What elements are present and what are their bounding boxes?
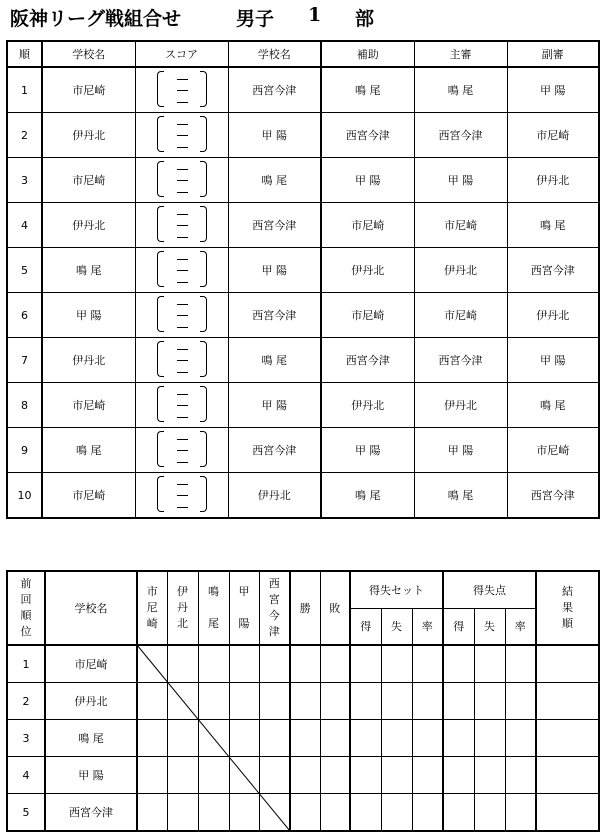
points-won-cell[interactable] bbox=[443, 757, 474, 794]
header-opponent-school: 学校名 bbox=[228, 41, 321, 67]
match-result-cell[interactable] bbox=[259, 757, 290, 794]
assist-school: 伊丹北 bbox=[321, 383, 414, 428]
previous-rank: 4 bbox=[7, 757, 45, 794]
match-result-cell[interactable] bbox=[137, 683, 167, 720]
title-division-number: 1 bbox=[308, 4, 322, 26]
header-point-group: 得失点 bbox=[443, 571, 536, 608]
school-name: 伊丹北 bbox=[42, 203, 135, 248]
losses-cell[interactable] bbox=[320, 794, 350, 832]
referee-school: 伊丹北 bbox=[414, 248, 507, 293]
score-cell[interactable] bbox=[135, 67, 228, 113]
match-result-cell[interactable] bbox=[259, 683, 290, 720]
header-assist: 補助 bbox=[321, 41, 414, 67]
standings-row bbox=[7, 757, 599, 794]
standings-school-name: 鳴 尾 bbox=[45, 720, 137, 757]
score-brackets bbox=[155, 385, 209, 423]
header-team-3: 鳴 尾 bbox=[198, 571, 229, 645]
order-number: 3 bbox=[7, 158, 42, 203]
match-schedule-table bbox=[6, 40, 600, 519]
match-result-cell[interactable] bbox=[198, 683, 229, 720]
schedule-header-row bbox=[7, 41, 599, 67]
order-number: 4 bbox=[7, 203, 42, 248]
sub-referee-school: 伊丹北 bbox=[507, 293, 599, 338]
score-brackets bbox=[155, 250, 209, 288]
school-name: 伊丹北 bbox=[42, 338, 135, 383]
header-wins: 勝 bbox=[290, 571, 320, 645]
sets-lost-cell[interactable] bbox=[381, 757, 412, 794]
points-lost-cell[interactable] bbox=[474, 794, 505, 832]
assist-school: 鳴 尾 bbox=[321, 67, 414, 113]
title-gender: 男子 bbox=[236, 8, 275, 30]
match-result-cell[interactable] bbox=[198, 757, 229, 794]
school-name: 鳴 尾 bbox=[42, 428, 135, 473]
order-number: 8 bbox=[7, 383, 42, 428]
result-rank-cell[interactable] bbox=[536, 683, 599, 720]
header-score: スコア bbox=[135, 41, 228, 67]
header-team-2: 伊 丹 北 bbox=[167, 571, 198, 645]
match-result-cell[interactable] bbox=[229, 720, 259, 757]
table-row bbox=[7, 473, 599, 519]
sub-referee-school: 甲 陽 bbox=[507, 338, 599, 383]
score-cell[interactable] bbox=[135, 203, 228, 248]
referee-school: 伊丹北 bbox=[414, 383, 507, 428]
opponent-school-name: 鳴 尾 bbox=[228, 338, 321, 383]
referee-school: 甲 陽 bbox=[414, 158, 507, 203]
score-cell[interactable] bbox=[135, 293, 228, 338]
header-referee: 主審 bbox=[414, 41, 507, 67]
table-row bbox=[7, 158, 599, 203]
sets-ratio-cell[interactable] bbox=[412, 683, 443, 720]
points-lost-cell[interactable] bbox=[474, 757, 505, 794]
sub-referee-school: 甲 陽 bbox=[507, 67, 599, 113]
match-result-cell[interactable] bbox=[229, 757, 259, 794]
referee-school: 鳴 尾 bbox=[414, 67, 507, 113]
match-result-cell[interactable] bbox=[137, 794, 167, 832]
result-rank-cell[interactable] bbox=[536, 757, 599, 794]
header-previous-rank: 前 回 順 位 bbox=[7, 571, 45, 645]
score-brackets bbox=[155, 475, 209, 513]
school-name: 伊丹北 bbox=[42, 113, 135, 158]
points-won-cell[interactable] bbox=[443, 645, 474, 683]
result-rank-cell[interactable] bbox=[536, 720, 599, 757]
standings-school-name: 西宮今津 bbox=[45, 794, 137, 832]
header-sets-won: 得 bbox=[350, 608, 381, 645]
header-sub-referee: 副審 bbox=[507, 41, 599, 67]
header-sets-lost: 失 bbox=[381, 608, 412, 645]
header-order: 順 bbox=[7, 41, 42, 67]
order-number: 10 bbox=[7, 473, 42, 519]
score-brackets bbox=[155, 430, 209, 468]
opponent-school-name: 伊丹北 bbox=[228, 473, 321, 519]
losses-cell[interactable] bbox=[320, 720, 350, 757]
points-ratio-cell[interactable] bbox=[505, 683, 536, 720]
sub-referee-school: 市尼崎 bbox=[507, 113, 599, 158]
standings-school-name: 甲 陽 bbox=[45, 757, 137, 794]
order-number: 6 bbox=[7, 293, 42, 338]
order-number: 5 bbox=[7, 248, 42, 293]
match-result-cell[interactable] bbox=[167, 757, 198, 794]
match-result-cell[interactable] bbox=[167, 645, 198, 683]
score-cell[interactable] bbox=[135, 113, 228, 158]
sets-lost-cell[interactable] bbox=[381, 794, 412, 832]
assist-school: 西宮今津 bbox=[321, 338, 414, 383]
standings-table bbox=[6, 570, 600, 832]
header-school: 学校名 bbox=[42, 41, 135, 67]
header-points-ratio: 率 bbox=[505, 608, 536, 645]
points-won-cell[interactable] bbox=[443, 720, 474, 757]
referee-school: 西宮今津 bbox=[414, 113, 507, 158]
school-name: 市尼崎 bbox=[42, 158, 135, 203]
match-result-cell[interactable] bbox=[137, 720, 167, 757]
opponent-school-name: 甲 陽 bbox=[228, 248, 321, 293]
previous-rank: 5 bbox=[7, 794, 45, 832]
opponent-school-name: 鳴 尾 bbox=[228, 158, 321, 203]
match-result-cell[interactable] bbox=[137, 757, 167, 794]
header-school-name: 学校名 bbox=[45, 571, 137, 645]
header-points-won: 得 bbox=[443, 608, 474, 645]
losses-cell[interactable] bbox=[320, 757, 350, 794]
match-result-cell[interactable] bbox=[229, 794, 259, 832]
opponent-school-name: 西宮今津 bbox=[228, 203, 321, 248]
match-result-cell[interactable] bbox=[259, 720, 290, 757]
standings-row bbox=[7, 645, 599, 683]
title-main: 阪神リーグ戦組合せ bbox=[10, 8, 182, 30]
header-result-rank: 結 果 順 bbox=[536, 571, 599, 645]
opponent-school-name: 甲 陽 bbox=[228, 113, 321, 158]
standings-row bbox=[7, 720, 599, 757]
header-sets-ratio: 率 bbox=[412, 608, 443, 645]
match-result-cell[interactable] bbox=[137, 645, 167, 683]
sets-won-cell[interactable] bbox=[350, 794, 381, 832]
points-lost-cell[interactable] bbox=[474, 683, 505, 720]
school-name: 市尼崎 bbox=[42, 383, 135, 428]
score-brackets bbox=[155, 70, 209, 108]
match-result-cell[interactable] bbox=[229, 645, 259, 683]
standings-row bbox=[7, 794, 599, 832]
previous-rank: 2 bbox=[7, 683, 45, 720]
school-name: 甲 陽 bbox=[42, 293, 135, 338]
wins-cell[interactable] bbox=[290, 757, 320, 794]
table-row bbox=[7, 113, 599, 158]
school-name: 市尼崎 bbox=[42, 473, 135, 519]
header-points-lost: 失 bbox=[474, 608, 505, 645]
points-lost-cell[interactable] bbox=[474, 645, 505, 683]
sub-referee-school: 西宮今津 bbox=[507, 248, 599, 293]
sets-won-cell[interactable] bbox=[350, 683, 381, 720]
assist-school: 甲 陽 bbox=[321, 158, 414, 203]
table-row bbox=[7, 338, 599, 383]
sets-won-cell[interactable] bbox=[350, 720, 381, 757]
referee-school: 鳴 尾 bbox=[414, 473, 507, 519]
sub-referee-school: 伊丹北 bbox=[507, 158, 599, 203]
score-cell[interactable] bbox=[135, 428, 228, 473]
wins-cell[interactable] bbox=[290, 645, 320, 683]
table-row bbox=[7, 67, 599, 113]
result-rank-cell[interactable] bbox=[536, 645, 599, 683]
sets-won-cell[interactable] bbox=[350, 757, 381, 794]
previous-rank: 1 bbox=[7, 645, 45, 683]
header-team-1: 市 尼 崎 bbox=[137, 571, 167, 645]
opponent-school-name: 甲 陽 bbox=[228, 383, 321, 428]
points-won-cell[interactable] bbox=[443, 794, 474, 832]
table-row bbox=[7, 383, 599, 428]
table-row bbox=[7, 428, 599, 473]
school-name: 鳴 尾 bbox=[42, 248, 135, 293]
previous-rank: 3 bbox=[7, 720, 45, 757]
assist-school: 鳴 尾 bbox=[321, 473, 414, 519]
sub-referee-school: 鳴 尾 bbox=[507, 203, 599, 248]
opponent-school-name: 西宮今津 bbox=[228, 293, 321, 338]
match-result-cell[interactable] bbox=[167, 720, 198, 757]
assist-school: 甲 陽 bbox=[321, 428, 414, 473]
score-cell[interactable] bbox=[135, 338, 228, 383]
match-result-cell[interactable] bbox=[198, 645, 229, 683]
sub-referee-school: 鳴 尾 bbox=[507, 383, 599, 428]
referee-school: 市尼崎 bbox=[414, 293, 507, 338]
score-brackets bbox=[155, 205, 209, 243]
wins-cell[interactable] bbox=[290, 720, 320, 757]
order-number: 1 bbox=[7, 67, 42, 113]
losses-cell[interactable] bbox=[320, 683, 350, 720]
points-ratio-cell[interactable] bbox=[505, 794, 536, 832]
header-team-5: 西 宮 今 津 bbox=[259, 571, 290, 645]
score-brackets bbox=[155, 115, 209, 153]
title-division-suffix: 部 bbox=[355, 8, 375, 30]
sets-ratio-cell[interactable] bbox=[412, 794, 443, 832]
sets-lost-cell[interactable] bbox=[381, 720, 412, 757]
score-brackets bbox=[155, 340, 209, 378]
order-number: 7 bbox=[7, 338, 42, 383]
losses-cell[interactable] bbox=[320, 645, 350, 683]
assist-school: 市尼崎 bbox=[321, 203, 414, 248]
assist-school: 市尼崎 bbox=[321, 293, 414, 338]
points-won-cell[interactable] bbox=[443, 683, 474, 720]
opponent-school-name: 西宮今津 bbox=[228, 67, 321, 113]
header-team-4: 甲 陽 bbox=[229, 571, 259, 645]
points-lost-cell[interactable] bbox=[474, 720, 505, 757]
sub-referee-school: 市尼崎 bbox=[507, 428, 599, 473]
sets-won-cell[interactable] bbox=[350, 645, 381, 683]
assist-school: 西宮今津 bbox=[321, 113, 414, 158]
match-result-cell[interactable] bbox=[198, 794, 229, 832]
standings-school-name: 伊丹北 bbox=[45, 683, 137, 720]
sets-ratio-cell[interactable] bbox=[412, 645, 443, 683]
standings-row bbox=[7, 683, 599, 720]
score-cell[interactable] bbox=[135, 473, 228, 519]
sub-referee-school: 西宮今津 bbox=[507, 473, 599, 519]
match-result-cell[interactable] bbox=[167, 794, 198, 832]
school-name: 市尼崎 bbox=[42, 67, 135, 113]
table-row bbox=[7, 248, 599, 293]
table-row bbox=[7, 203, 599, 248]
sets-ratio-cell[interactable] bbox=[412, 757, 443, 794]
score-brackets bbox=[155, 295, 209, 333]
sets-lost-cell[interactable] bbox=[381, 645, 412, 683]
referee-school: 甲 陽 bbox=[414, 428, 507, 473]
wins-cell[interactable] bbox=[290, 683, 320, 720]
match-result-cell[interactable] bbox=[198, 720, 229, 757]
score-cell[interactable] bbox=[135, 248, 228, 293]
referee-school: 西宮今津 bbox=[414, 338, 507, 383]
sets-lost-cell[interactable] bbox=[381, 683, 412, 720]
order-number: 2 bbox=[7, 113, 42, 158]
match-result-cell[interactable] bbox=[167, 683, 198, 720]
standings-school-name: 市尼崎 bbox=[45, 645, 137, 683]
score-cell[interactable] bbox=[135, 158, 228, 203]
points-ratio-cell[interactable] bbox=[505, 720, 536, 757]
header-losses: 敗 bbox=[320, 571, 350, 645]
header-set-group: 得失セット bbox=[350, 571, 443, 608]
points-ratio-cell[interactable] bbox=[505, 757, 536, 794]
score-brackets bbox=[155, 160, 209, 198]
table-row bbox=[7, 293, 599, 338]
order-number: 9 bbox=[7, 428, 42, 473]
opponent-school-name: 西宮今津 bbox=[228, 428, 321, 473]
sets-ratio-cell[interactable] bbox=[412, 720, 443, 757]
result-rank-cell[interactable] bbox=[536, 794, 599, 832]
match-result-cell[interactable] bbox=[259, 645, 290, 683]
score-cell[interactable] bbox=[135, 383, 228, 428]
points-ratio-cell[interactable] bbox=[505, 645, 536, 683]
assist-school: 伊丹北 bbox=[321, 248, 414, 293]
wins-cell[interactable] bbox=[290, 794, 320, 832]
match-result-cell[interactable] bbox=[229, 683, 259, 720]
referee-school: 市尼崎 bbox=[414, 203, 507, 248]
match-result-cell[interactable] bbox=[259, 794, 290, 832]
